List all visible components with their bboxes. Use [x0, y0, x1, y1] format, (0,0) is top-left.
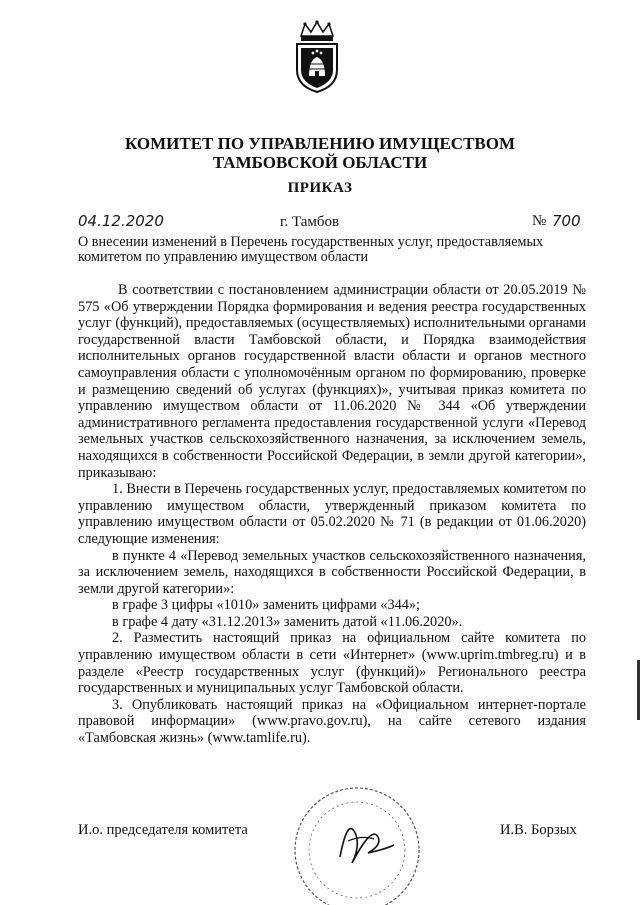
doc-body — [78, 282, 586, 747]
doc-subject: О внесении изменений в Перечень государственных услуг, предоставляемых комитетом по управлению имуществом области — [78, 234, 544, 265]
preamble-paragraph: В соответствии с постановлением администрации области от 20.05.2019 № 575 «Об утверждении Порядка формирования и ведения реестра государственных услуг (функций), предоставляемых (осуществляемых) исполнительными органами государственной власти Тамбовской области, и Порядка взаимодействия исполнительных органов государственной власти области и органов местного самоуправления области с уполномочённым органом по формированию, проверке и размещению сведений об услугах (функциях)», учитывая приказ комитета по управлению имуществом области от 11.06.2020 № 344 «Об утверждении административного регламента предоставления государственной услуги «Перевод земельных участков сельскохозяйственного назначения, за исключением земель, находящихся в собственности Российской Федерации, в земли другой категории», приказываю: — [78, 282, 586, 481]
signatory-position: И.о. председателя комитета — [78, 822, 248, 838]
item-3-paragraph: 3. Опубликовать настоящий приказ на «Официальном интернет-портале правовой информации» (www.pravo.gov.ru), на сайте сетевого издания «Тамбовская жизнь» (www.tamlife.ru). — [78, 696, 586, 747]
doc-type-title: ПРИКАЗ — [287, 180, 353, 196]
item-1-column4-change: в графе 4 дату «31.12.2013» заменить датой «11.06.2020». — [112, 613, 463, 630]
doc-city: г. Тамбов — [280, 214, 340, 230]
official-seal-icon — [282, 775, 432, 905]
doc-number-label: № — [532, 213, 547, 229]
doc-number: 700 — [552, 212, 581, 230]
signatory-name: И.В. Борзых — [500, 822, 577, 838]
doc-date: 04.12.2020 — [78, 212, 164, 230]
item-1-paragraph: 1. Внести в Перечень государственных услуг, предоставляемых комитетом по управлению имуществом области, утвержденный приказом комитета по управлению имуществом области от 05.02.2020 № 71 (в редакции от 01.06.2020) следующие изменения: — [78, 481, 586, 547]
item-2-paragraph: 2. Разместить настоящий приказ на официальном сайте комитета по управлению имуществом области в сети «Интернет» (www.uprim.tmbreg.ru) и в разделе «Реестр государственных услуг (функций)» Регионального реестра государственных и муниципальных услуг Тамбовской области. — [78, 630, 586, 697]
item-1-column3-change: в графе 3 цифры «1010» заменить цифрами «344»; — [112, 597, 421, 614]
org-name-line1: КОМИТЕТ ПО УПРАВЛЕНИЮ ИМУЩЕСТВОМ — [124, 134, 516, 153]
item-1-subparagraph: в пункте 4 «Перевод земельных участков сельскохозяйственного назначения, за исключением земель, находящихся в собственности Российской Федерации, в земли другой категории»: — [78, 547, 586, 597]
org-name-line2: ТАМБОВСКОЙ ОБЛАСТИ — [212, 153, 428, 172]
coat-of-arms-icon — [293, 20, 341, 94]
